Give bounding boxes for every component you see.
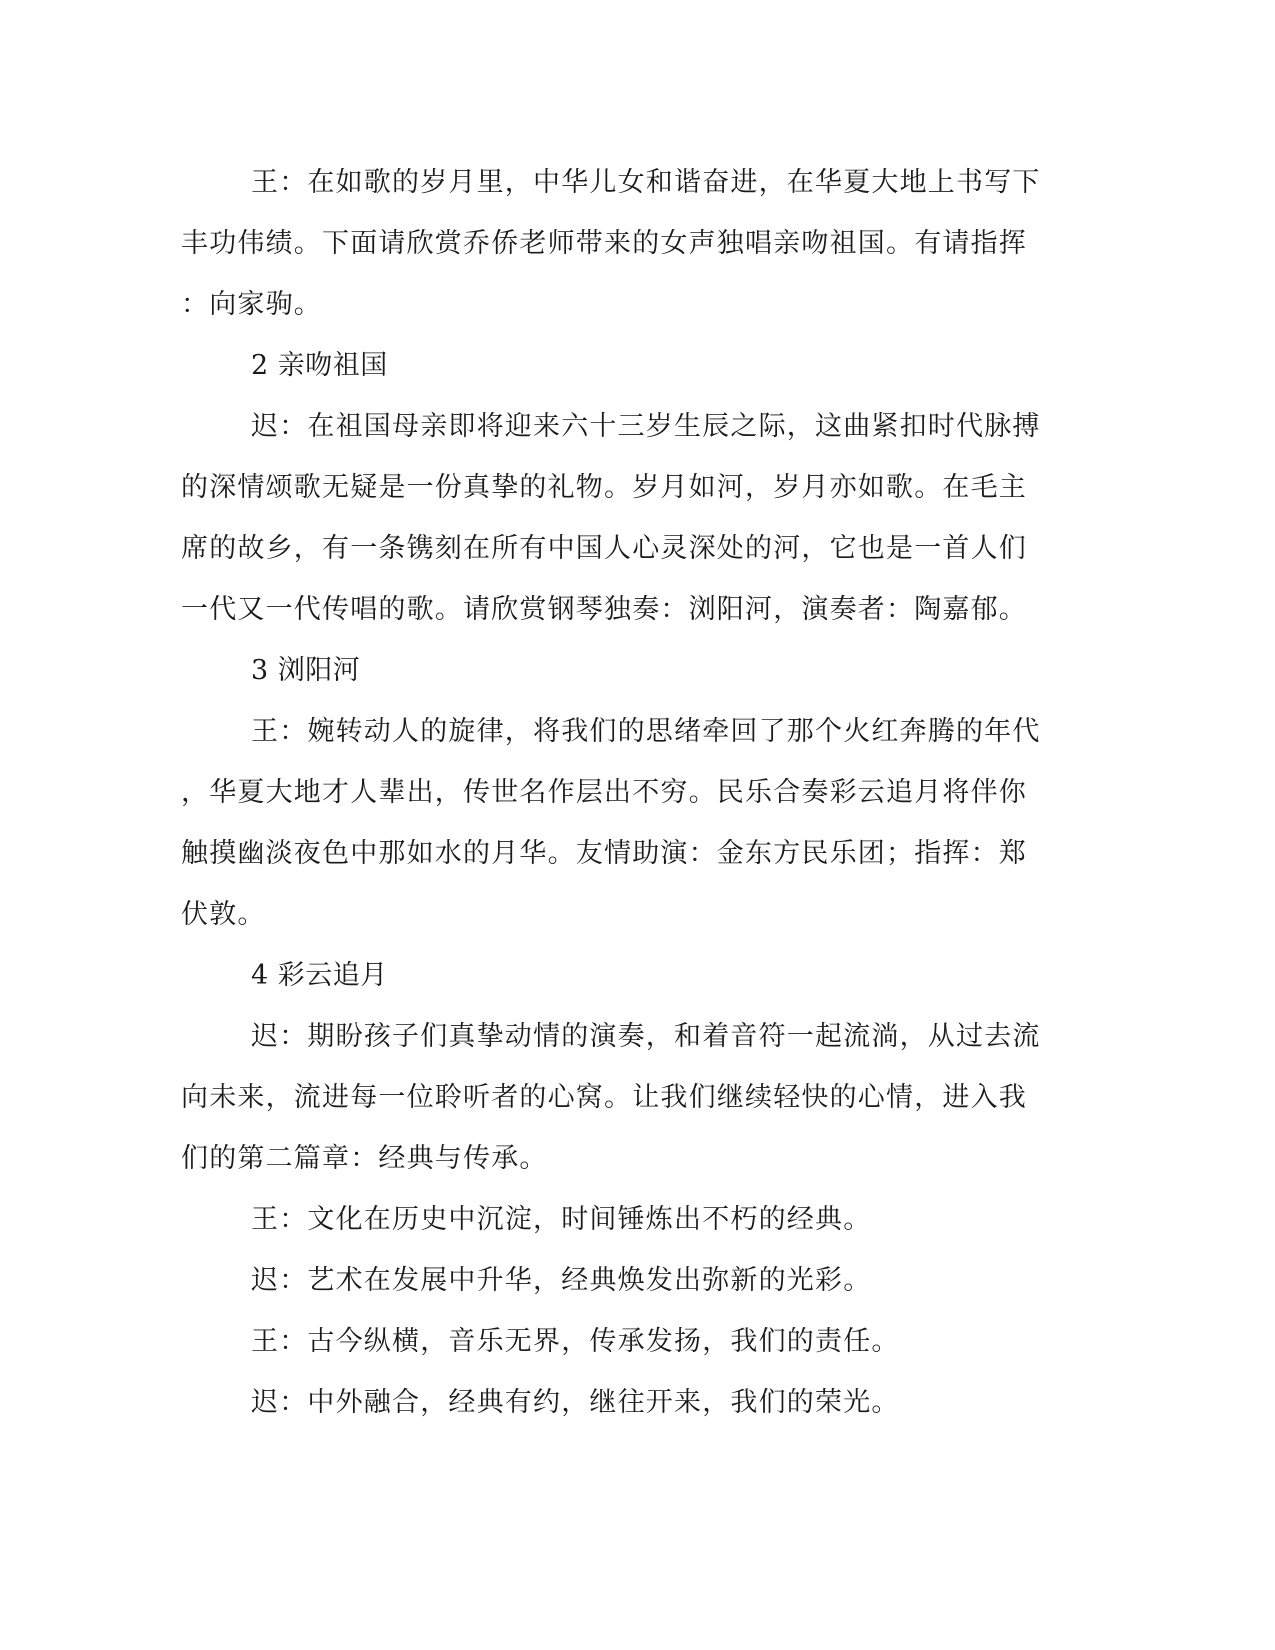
program-item-2 (181, 335, 1041, 396)
text-line: 伏敦。 (181, 899, 266, 930)
program-title: 2 亲吻祖国 (251, 350, 388, 381)
text-line: 王：文化在历史中沉淀，时间锤炼出不朽的经典。 (251, 1204, 872, 1235)
text-line: ，华夏大地才人辈出，传世名作层出不穷。民乐合奏彩云追月将伴你 (181, 777, 1027, 808)
paragraph-wang-intro (181, 152, 1041, 335)
document-body (181, 152, 1041, 1433)
text-line: 迟：在祖国母亲即将迎来六十三岁生辰之际，这曲紧扣时代脉搏 (251, 411, 1041, 442)
program-item-4 (181, 945, 1041, 1006)
text-line: 一代又一代传唱的歌。请欣赏钢琴独奏：浏阳河，演奏者：陶嘉郁。 (181, 594, 1027, 625)
text-line: 们的第二篇章：经典与传承。 (181, 1143, 548, 1174)
program-title: 4 彩云追月 (251, 960, 388, 991)
text-line: 的深情颂歌无疑是一份真挚的礼物。岁月如河，岁月亦如歌。在毛主 (181, 472, 1027, 503)
paragraph-wang-music (181, 1311, 1041, 1372)
text-line: 王：在如歌的岁月里，中华儿女和谐奋进，在华夏大地上书写下 (251, 167, 1041, 198)
paragraph-chi-glory (181, 1372, 1041, 1433)
text-line: 席的故乡，有一条镌刻在所有中国人心灵深处的河，它也是一首人们 (181, 533, 1027, 564)
paragraph-wang-culture (181, 1189, 1041, 1250)
text-line: 迟：期盼孩子们真挚动情的演奏，和着音符一起流淌，从过去流 (251, 1021, 1041, 1052)
text-line: 王：婉转动人的旋律，将我们的思绪牵回了那个火红奔腾的年代 (251, 716, 1041, 747)
text-line: 触摸幽淡夜色中那如水的月华。友情助演：金东方民乐团；指挥：郑 (181, 838, 1027, 869)
text-line: ：向家驹。 (181, 289, 322, 320)
text-line: 丰功伟绩。下面请欣赏乔侨老师带来的女声独唱亲吻祖国。有请指挥 (181, 228, 1027, 259)
program-title: 3 浏阳河 (251, 655, 361, 686)
text-line: 迟：中外融合，经典有约，继往开来，我们的荣光。 (251, 1387, 900, 1418)
paragraph-wang-caiyun-intro (181, 701, 1041, 945)
paragraph-chi-chapter-two (181, 1006, 1041, 1189)
paragraph-chi-art (181, 1250, 1041, 1311)
text-line: 向未来，流进每一位聆听者的心窝。让我们继续轻快的心情，进入我 (181, 1082, 1027, 1113)
text-line: 迟：艺术在发展中升华，经典焕发出弥新的光彩。 (251, 1265, 872, 1296)
text-line: 王：古今纵横，音乐无界，传承发扬，我们的责任。 (251, 1326, 900, 1357)
program-item-3 (181, 640, 1041, 701)
paragraph-chi-liuyanghe-intro (181, 396, 1041, 640)
